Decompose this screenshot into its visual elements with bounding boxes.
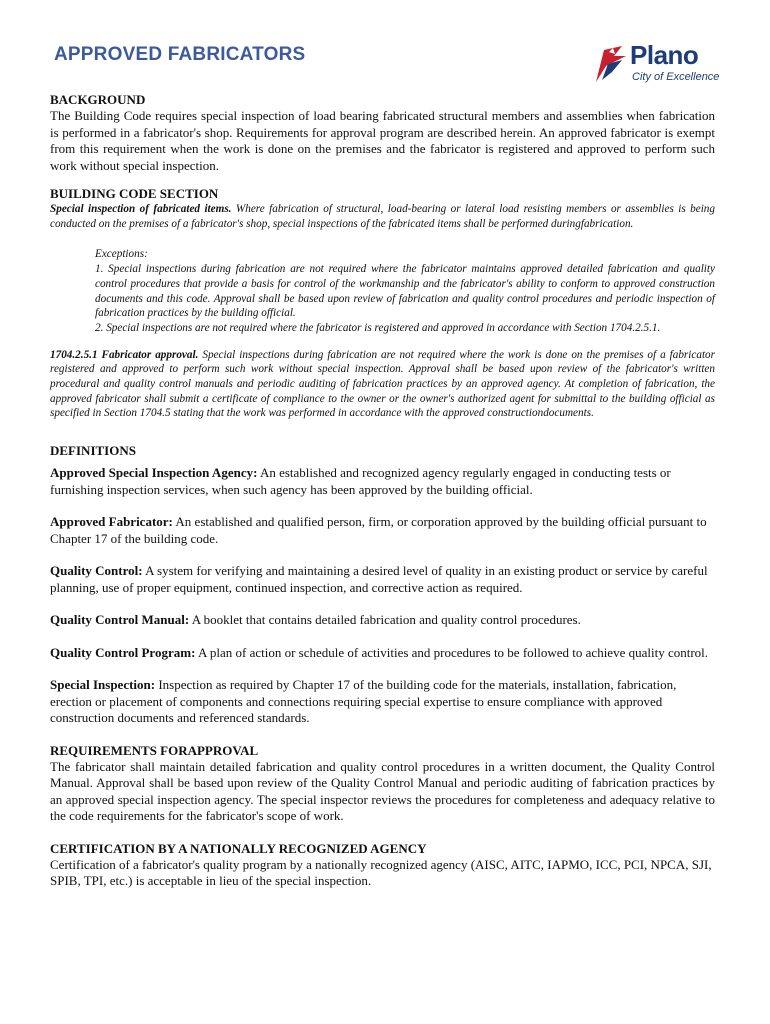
definition-term: Special Inspection: — [50, 677, 156, 693]
plano-star-icon — [592, 42, 630, 86]
definition-text: An established and qualified person, firm, or corporation approved by the building official pursuant to Chapter 17 of the building code. — [50, 514, 707, 546]
definition-item — [50, 563, 715, 596]
requirements-heading: REQUIREMENTS FORAPPROVAL — [50, 742, 259, 758]
definition-text: A plan of action or schedule of activities and procedures to be followed to achieve quality control. — [195, 644, 709, 660]
definition-text: A system for verifying and maintaining a desired level of quality in an existing product or service by careful planning, use of proper equipment, continued inspection, and corrective action as required. — [50, 563, 708, 595]
definition-text: A booklet that contains detailed fabrication and quality control procedures. — [189, 612, 581, 628]
document-body — [50, 92, 715, 890]
logo-tagline: City of Excellence — [632, 71, 720, 83]
code-section-lead: Special inspection of fabricated items. — [50, 203, 232, 215]
certification-heading: CERTIFICATION BY A NATIONALLY RECOGNIZED AGENCY — [50, 840, 427, 856]
exceptions-label: Exceptions: — [95, 248, 148, 261]
definition-item — [50, 465, 715, 498]
definition-text: Inspection as required by Chapter 17 of the building code for the materials, installation, fabrication, erection or placement of components and connections requiring special expertise to ensure compliance with approved construction documents and referenced standards. — [50, 677, 677, 726]
exception-2: 2. Special inspections are not required where the fabricator is registered and approved in accordance with Section 1704.2.5.1. — [95, 321, 661, 334]
definition-item — [50, 514, 715, 547]
fabricator-approval-text: Special inspections during fabrication are not required where the work is done on the premises of a fabricator registered and approved to perform such work without special inspection. Approval shall be based upon review of the fabricator's written procedural and quality control manuals and periodic auditing of fabrication practices by an approved agency. At completion of fabrication, the approved fabricator shall submit a certificate of compliance to the owner or the owner's authorized agent for submittal to the building official as specified in Section 1704.5 stating that the work was performed in accordance with the approved constructiondocuments. — [50, 348, 716, 420]
definitions-heading: DEFINITIONS — [50, 443, 136, 459]
definition-text: An established and recognized agency regularly engaged in conducting tests or furnishing inspection services, when such agency has been approved by the building official. — [50, 465, 671, 497]
definition-term: Quality Control Manual: — [50, 612, 190, 628]
requirements-text: The fabricator shall maintain detailed fabrication and quality control procedures in a written document, the Quality Control Manual. Approval shall be based upon review of the Quality Control Manual and periodic auditing of fabrication practices by an approved special inspection agency. The special inspector reviews the procedures for completeness and adequacy relative to the code requirements for the fabricator's scope of work. — [50, 758, 715, 824]
code-section-lead-text: Where fabrication of structural, load-bearing or lateral load resisting members or assemblies is being conducted on the premises of a fabricator's shop, special inspections of the fabricated items shall be performed duringfabrication. — [50, 203, 715, 230]
definition-term: Quality Control: — [50, 563, 143, 579]
certification-text: Certification of a fabricator's quality program by a nationally recognized agency (AISC, AITC, IAPMO, ICC, PCI, NPCA, SJI, SPIB, TPI, etc.) is acceptable in lieu of the special inspection. — [50, 856, 712, 889]
definition-term: Approved Special Inspection Agency: — [50, 465, 258, 481]
definition-item — [50, 645, 715, 662]
background-heading: BACKGROUND — [50, 92, 146, 107]
fabricator-approval-lead: 1704.2.5.1 Fabricator approval. — [50, 348, 199, 361]
definition-term: Quality Control Program: — [50, 644, 196, 660]
code-section-heading: BUILDING CODE SECTION — [50, 186, 219, 201]
background-text: The Building Code requires special inspection of load bearing fabricated structural members and assemblies when fabrication is performed in a fabricator's shop. Requirements for approval program are described herein. An approved fabricator is exempt from this requirement when the work is done on the premises and the fabricator is registered and approved to perform such work without special inspection. — [50, 108, 715, 173]
definition-item — [50, 677, 715, 727]
exceptions-block — [95, 247, 715, 335]
definition-term: Approved Fabricator: — [50, 514, 173, 530]
fabricator-approval-paragraph — [50, 348, 715, 422]
definition-item — [50, 612, 715, 629]
code-section-paragraph — [50, 202, 715, 231]
page-title: APPROVED FABRICATORS — [54, 44, 306, 65]
logo-wordmark: Plano — [630, 40, 699, 70]
exception-1: 1. Special inspections during fabrication are not required where the fabricator maintains approved detailed fabrication and quality control procedures that provide a basis for control of the workmanship and the fabricator's ability to conform to approved construction documents and this code. Approval shall be based upon review of fabrication and quality control procedures and periodic inspection of fabrication practices by the building official. — [95, 263, 715, 320]
plano-logo — [592, 40, 722, 90]
